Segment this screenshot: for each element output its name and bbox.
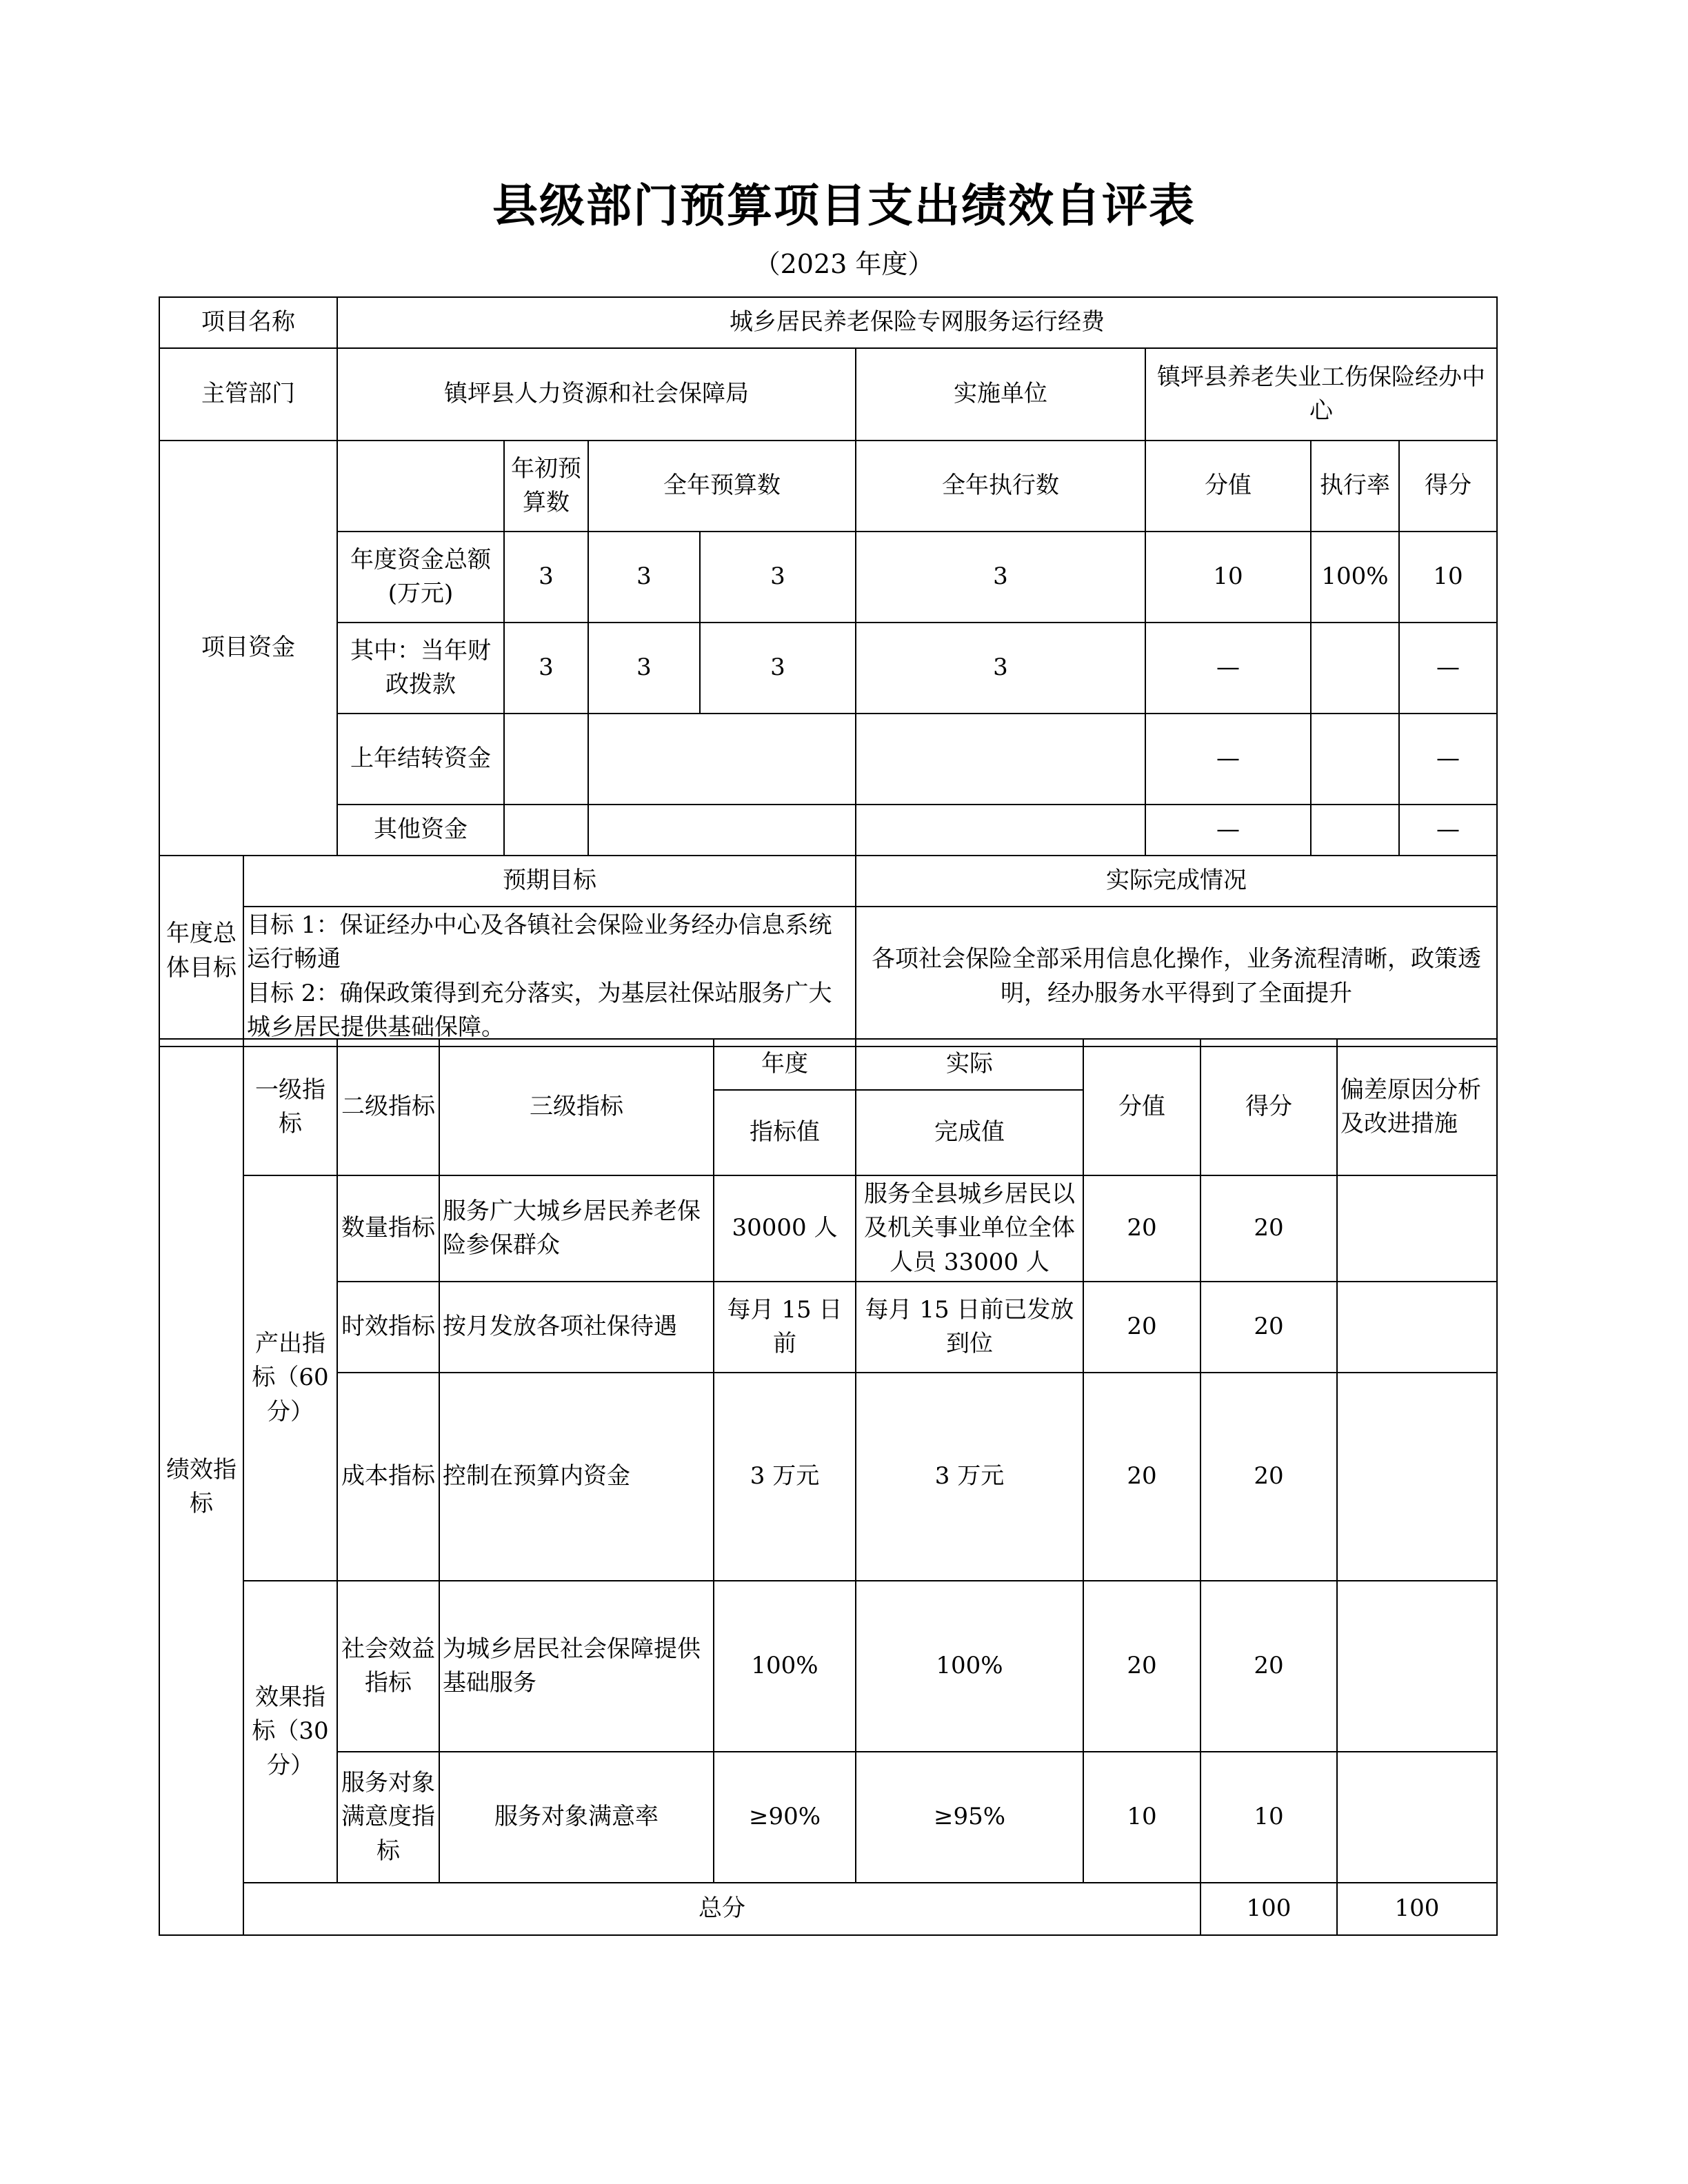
indicator-target: ≥90% [714, 1752, 856, 1883]
funds-row-score-value: 10 [1145, 532, 1311, 623]
funds-row-budget [588, 714, 856, 805]
indicator-score-value: 20 [1083, 1282, 1200, 1373]
funds-row-initial: 3 [504, 623, 588, 714]
indicator-score: 10 [1200, 1752, 1337, 1883]
funds-row-executed: 3 [856, 623, 1145, 714]
total-score: 100 [1337, 1883, 1497, 1935]
funds-row-label: 年度资金总额(万元) [337, 532, 504, 623]
indicator-level3: 控制在预算内资金 [439, 1373, 714, 1581]
indicator-level3: 服务广大城乡居民养老保险参保群众 [439, 1175, 714, 1282]
indicator-score: 20 [1200, 1373, 1337, 1581]
indicator-level3: 按月发放各项社保待遇 [439, 1282, 714, 1373]
project-name-value: 城乡居民养老保险专网服务运行经费 [337, 297, 1497, 348]
funds-row-exec-rate [1311, 714, 1399, 805]
funds-row-score: — [1399, 623, 1497, 714]
indicator-actual: 每月 15 日前已发放到位 [856, 1282, 1083, 1373]
funds-header-initial: 年初预算数 [504, 441, 588, 532]
funds-row [159, 714, 1497, 805]
funds-row-label: 上年结转资金 [337, 714, 504, 805]
goals-header-row [159, 856, 1497, 907]
funds-row-label: 其中：当年财政拨款 [337, 623, 504, 714]
funds-header-annual-budget: 全年预算数 [588, 441, 856, 532]
indicator-level2: 成本指标 [337, 1373, 439, 1581]
indicator-row [159, 1175, 1497, 1282]
total-label: 总分 [243, 1883, 1200, 1935]
project-name-label: 项目名称 [159, 297, 337, 348]
header-level2: 二级指标 [337, 1039, 439, 1175]
dept-value: 镇坪县人力资源和社会保障局 [337, 348, 856, 441]
goals-actual-label: 实际完成情况 [856, 856, 1497, 907]
indicator-deviation [1337, 1282, 1497, 1373]
goals-section-label: 年度总体目标 [159, 856, 243, 1046]
indicator-level2: 数量指标 [337, 1175, 439, 1282]
funds-header-score-value: 分值 [1145, 441, 1311, 532]
total-row [159, 1883, 1497, 1935]
funds-row-score-value: — [1145, 805, 1311, 856]
indicators-header-row [159, 1039, 1497, 1090]
header-annual: 年度 [714, 1039, 856, 1090]
indicator-level2: 服务对象满意度指标 [337, 1752, 439, 1883]
indicator-deviation [1337, 1581, 1497, 1752]
total-score-value: 100 [1200, 1883, 1337, 1935]
header-score: 得分 [1200, 1039, 1337, 1175]
indicator-target: 30000 人 [714, 1175, 856, 1282]
indicator-target: 100% [714, 1581, 856, 1752]
dept-row [159, 348, 1497, 441]
dept-label: 主管部门 [159, 348, 337, 441]
impl-value: 镇坪县养老失业工伤保险经办中心 [1145, 348, 1497, 441]
indicator-actual: 100% [856, 1581, 1083, 1752]
group-label-effect: 效果指标（30分） [243, 1581, 337, 1883]
indicator-actual: ≥95% [856, 1752, 1083, 1883]
funds-row [159, 532, 1497, 623]
indicator-level3: 为城乡居民社会保障提供基础服务 [439, 1581, 714, 1752]
goals-expected-label: 预期目标 [243, 856, 856, 907]
funds-row-score-value: — [1145, 714, 1311, 805]
funds-row-score: 10 [1399, 532, 1497, 623]
funds-header-executed: 全年执行数 [856, 441, 1145, 532]
funds-row-budget-a: 3 [588, 532, 700, 623]
funds-row-initial [504, 714, 588, 805]
indicator-score-value: 20 [1083, 1373, 1200, 1581]
funds-section-label: 项目资金 [159, 441, 337, 856]
funds-row [159, 805, 1497, 856]
funds-row-budget-b: 3 [700, 532, 856, 623]
goals-content-row [159, 907, 1497, 1046]
funds-row-exec-rate: 100% [1311, 532, 1399, 623]
page-title: 县级部门预算项目支出绩效自评表 [492, 179, 1196, 232]
funds-row-score: — [1399, 805, 1497, 856]
indicator-score: 20 [1200, 1282, 1337, 1373]
indicator-row [159, 1581, 1497, 1752]
funds-row-initial: 3 [504, 532, 588, 623]
funds-row-label: 其他资金 [337, 805, 504, 856]
header-deviation: 偏差原因分析及改进措施 [1337, 1039, 1497, 1175]
page-subtitle: （2023 年度） [754, 249, 934, 279]
indicator-score: 20 [1200, 1175, 1337, 1282]
header-actual: 实际 [856, 1039, 1083, 1090]
indicator-score-value: 20 [1083, 1175, 1200, 1282]
group-label-output: 产出指标（60分） [243, 1175, 337, 1581]
funds-row-score-value: — [1145, 623, 1311, 714]
indicator-level3: 服务对象满意率 [439, 1752, 714, 1883]
indicators-section-label: 绩效指标 [159, 1039, 243, 1935]
indicator-actual: 服务全县城乡居民以及机关事业单位全体人员 33000 人 [856, 1175, 1083, 1282]
indicator-row [159, 1373, 1497, 1581]
indicators-table [159, 1038, 1498, 1936]
header-target: 指标值 [714, 1090, 856, 1175]
indicator-deviation [1337, 1752, 1497, 1883]
goals-expected-text: 目标 1：保证经办中心及各镇社会保险业务经办信息系统运行畅通 目标 2：确保政策得到充分落实，为基层社保站服务广大城乡居民提供基础保障。 [243, 907, 856, 1046]
funds-header-blank [337, 441, 504, 532]
header-level3: 三级指标 [439, 1039, 714, 1175]
funds-row-executed: 3 [856, 532, 1145, 623]
funds-row-executed [856, 714, 1145, 805]
indicator-deviation [1337, 1373, 1497, 1581]
indicator-target: 3 万元 [714, 1373, 856, 1581]
indicator-row [159, 1752, 1497, 1883]
indicator-target: 每月 15 日前 [714, 1282, 856, 1373]
funds-row-score: — [1399, 714, 1497, 805]
indicator-deviation [1337, 1175, 1497, 1282]
indicator-level2: 时效指标 [337, 1282, 439, 1373]
funds-row-executed [856, 805, 1145, 856]
funds-row [159, 623, 1497, 714]
indicator-actual: 3 万元 [856, 1373, 1083, 1581]
funds-header-exec-rate: 执行率 [1311, 441, 1399, 532]
header-level1: 一级指标 [243, 1039, 337, 1175]
funds-row-initial [504, 805, 588, 856]
project-funds-table [159, 296, 1498, 856]
funds-row-exec-rate [1311, 623, 1399, 714]
goals-actual-text: 各项社会保险全部采用信息化操作，业务流程清晰，政策透明，经办服务水平得到了全面提升 [856, 907, 1497, 1046]
header-completed: 完成值 [856, 1090, 1083, 1175]
goals-table [159, 855, 1498, 1047]
impl-label: 实施单位 [856, 348, 1145, 441]
funds-row-budget-b: 3 [700, 623, 856, 714]
project-name-row [159, 297, 1497, 348]
funds-header-row [159, 441, 1497, 532]
funds-row-budget [588, 805, 856, 856]
indicator-score-value: 10 [1083, 1752, 1200, 1883]
funds-row-budget-a: 3 [588, 623, 700, 714]
funds-row-exec-rate [1311, 805, 1399, 856]
indicator-score-value: 20 [1083, 1581, 1200, 1752]
indicator-row [159, 1282, 1497, 1373]
header-score-value: 分值 [1083, 1039, 1200, 1175]
indicator-score: 20 [1200, 1581, 1337, 1752]
indicator-level2: 社会效益指标 [337, 1581, 439, 1752]
funds-header-score: 得分 [1399, 441, 1497, 532]
